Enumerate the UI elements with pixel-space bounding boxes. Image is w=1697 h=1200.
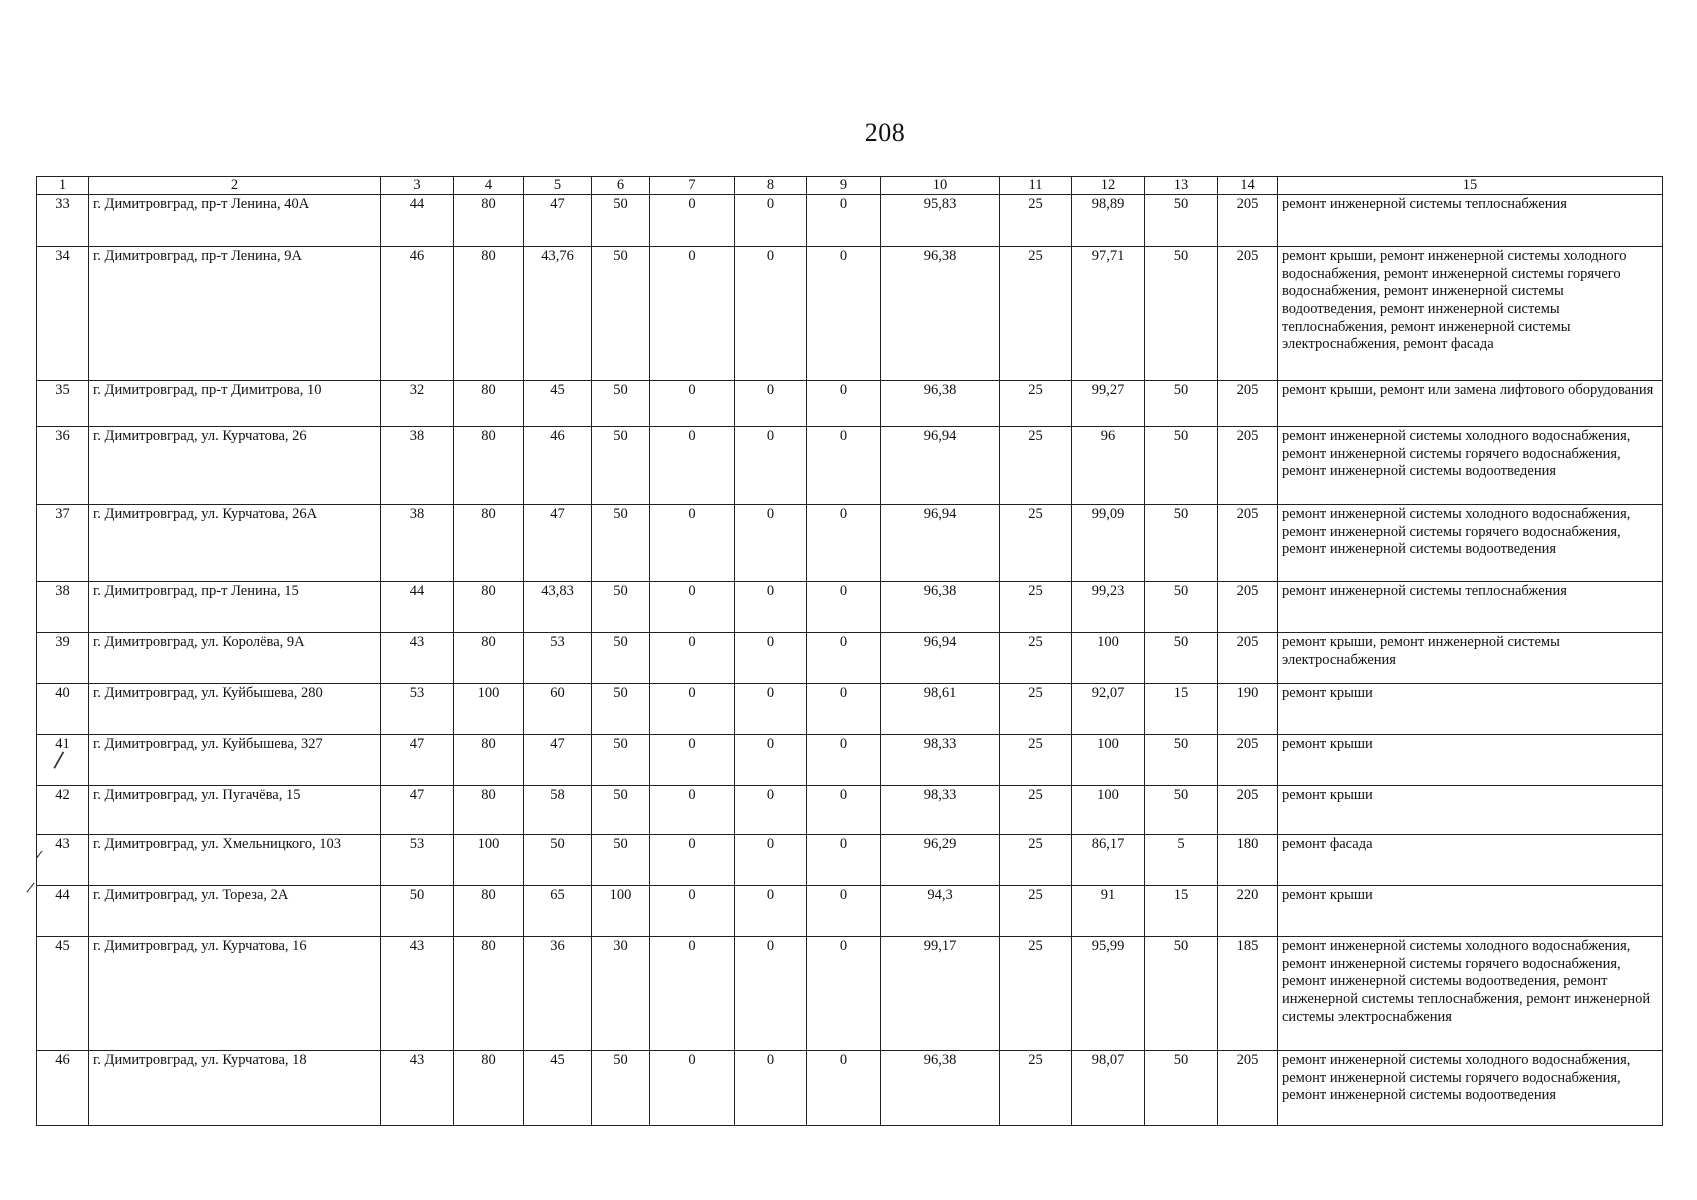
table-cell: 0 xyxy=(735,1051,807,1126)
table-cell: 95,83 xyxy=(881,195,1000,247)
repair-works-cell: ремонт крыши xyxy=(1278,786,1663,835)
table-cell: 100 xyxy=(454,684,524,735)
table-cell: 50 xyxy=(1145,1051,1218,1126)
table-cell: 205 xyxy=(1218,505,1278,582)
table-cell: 0 xyxy=(735,633,807,684)
address-cell: г. Димитровград, ул. Куйбышева, 280 xyxy=(89,684,381,735)
table-cell: 205 xyxy=(1218,786,1278,835)
table-cell: 25 xyxy=(1000,937,1072,1051)
table-cell: 80 xyxy=(454,1051,524,1126)
table-cell: 50 xyxy=(1145,195,1218,247)
column-header: 15 xyxy=(1278,177,1663,195)
column-header: 11 xyxy=(1000,177,1072,195)
row-number-cell: 42 xyxy=(37,786,89,835)
table-cell: 80 xyxy=(454,786,524,835)
table-cell: 50 xyxy=(592,835,650,886)
table-cell: 80 xyxy=(454,886,524,937)
table-cell: 0 xyxy=(650,835,735,886)
row-number-cell: 37 xyxy=(37,505,89,582)
table-cell: 0 xyxy=(650,886,735,937)
address-cell: г. Димитровград, пр-т Ленина, 40А xyxy=(89,195,381,247)
table-cell: 97,71 xyxy=(1072,247,1145,381)
row-number-cell: 43 xyxy=(37,835,89,886)
table-cell: 0 xyxy=(650,381,735,427)
table-cell: 0 xyxy=(650,505,735,582)
table-cell: 92,07 xyxy=(1072,684,1145,735)
table-cell: 98,33 xyxy=(881,735,1000,786)
table-cell: 205 xyxy=(1218,427,1278,505)
table-cell: 47 xyxy=(524,735,592,786)
table-row xyxy=(37,195,1663,247)
pen-mark: / xyxy=(25,879,36,897)
table-cell: 96,94 xyxy=(881,633,1000,684)
row-number-cell: 44 xyxy=(37,886,89,937)
table-header xyxy=(37,177,1663,195)
column-header: 1 xyxy=(37,177,89,195)
table-cell: 0 xyxy=(650,786,735,835)
table-cell: 0 xyxy=(735,835,807,886)
table-cell: 96,29 xyxy=(881,835,1000,886)
table-cell: 32 xyxy=(381,381,454,427)
row-number-cell: 41 xyxy=(37,735,89,786)
table-cell: 0 xyxy=(735,937,807,1051)
table-cell: 0 xyxy=(650,1051,735,1126)
table-cell: 0 xyxy=(807,937,881,1051)
table-cell: 25 xyxy=(1000,835,1072,886)
table-cell: 38 xyxy=(381,427,454,505)
repair-works-cell: ремонт инженерной системы теплоснабжения xyxy=(1278,582,1663,633)
table-cell: 100 xyxy=(592,886,650,937)
table-cell: 50 xyxy=(592,505,650,582)
table-cell: 50 xyxy=(592,582,650,633)
table-cell: 25 xyxy=(1000,786,1072,835)
pen-mark: ✓ xyxy=(34,848,45,863)
address-cell: г. Димитровград, ул. Курчатова, 16 xyxy=(89,937,381,1051)
table-cell: 0 xyxy=(650,735,735,786)
table-cell: 98,61 xyxy=(881,684,1000,735)
table-cell: 43,76 xyxy=(524,247,592,381)
table-cell: 96,94 xyxy=(881,427,1000,505)
table-cell: 94,3 xyxy=(881,886,1000,937)
table-cell: 100 xyxy=(454,835,524,886)
table-cell: 0 xyxy=(807,195,881,247)
repair-works-cell: ремонт инженерной системы холодного водоснабжения, ремонт инженерной системы горячего водоснабжения, ремонт инженерной системы водоотведения, ремонт инженерной системы теплоснабжения, ремонт инженерной системы электроснабжения xyxy=(1278,937,1663,1051)
address-cell: г. Димитровград, ул. Курчатова, 26 xyxy=(89,427,381,505)
table-cell: 100 xyxy=(1072,786,1145,835)
table-cell: 0 xyxy=(807,1051,881,1126)
table-cell: 0 xyxy=(807,684,881,735)
table-cell: 25 xyxy=(1000,505,1072,582)
repair-works-cell: ремонт инженерной системы теплоснабжения xyxy=(1278,195,1663,247)
row-number-cell: 46 xyxy=(37,1051,89,1126)
table-cell: 50 xyxy=(381,886,454,937)
table-row xyxy=(37,835,1663,886)
address-cell: г. Димитровград, ул. Пугачёва, 15 xyxy=(89,786,381,835)
address-cell: г. Димитровград, ул. Курчатова, 18 xyxy=(89,1051,381,1126)
table-cell: 190 xyxy=(1218,684,1278,735)
table-cell: 99,27 xyxy=(1072,381,1145,427)
table-row xyxy=(37,505,1663,582)
pen-mark: / xyxy=(52,747,65,774)
table-cell: 47 xyxy=(524,195,592,247)
table-cell: 47 xyxy=(381,786,454,835)
address-cell: г. Димитровград, пр-т Димитрова, 10 xyxy=(89,381,381,427)
table-cell: 43 xyxy=(381,1051,454,1126)
table-cell: 220 xyxy=(1218,886,1278,937)
table-row xyxy=(37,1051,1663,1126)
table-cell: 25 xyxy=(1000,735,1072,786)
table-cell: 0 xyxy=(650,427,735,505)
column-header: 4 xyxy=(454,177,524,195)
table-cell: 98,89 xyxy=(1072,195,1145,247)
table-cell: 50 xyxy=(1145,937,1218,1051)
table-cell: 80 xyxy=(454,937,524,1051)
table-cell: 50 xyxy=(592,427,650,505)
table-cell: 80 xyxy=(454,633,524,684)
page-number: 208 xyxy=(864,118,906,147)
repair-works-cell: ремонт фасада xyxy=(1278,835,1663,886)
table-cell: 205 xyxy=(1218,633,1278,684)
repair-works-cell: ремонт инженерной системы холодного водоснабжения, ремонт инженерной системы горячего водоснабжения, ремонт инженерной системы водоотведения xyxy=(1278,1051,1663,1126)
table-cell: 50 xyxy=(1145,427,1218,505)
table-cell: 25 xyxy=(1000,247,1072,381)
table-cell: 0 xyxy=(735,786,807,835)
table-cell: 45 xyxy=(524,381,592,427)
column-header: 12 xyxy=(1072,177,1145,195)
table-cell: 58 xyxy=(524,786,592,835)
row-number-cell: 45 xyxy=(37,937,89,1051)
table-cell: 50 xyxy=(1145,381,1218,427)
table-cell: 99,23 xyxy=(1072,582,1145,633)
table-cell: 50 xyxy=(592,786,650,835)
table-row xyxy=(37,684,1663,735)
table-cell: 0 xyxy=(807,427,881,505)
address-cell: г. Димитровград, ул. Куйбышева, 327 xyxy=(89,735,381,786)
column-header: 14 xyxy=(1218,177,1278,195)
address-cell: г. Димитровград, пр-т Ленина, 9А xyxy=(89,247,381,381)
table-row xyxy=(37,735,1663,786)
column-header: 10 xyxy=(881,177,1000,195)
table-cell: 80 xyxy=(454,505,524,582)
table-cell: 96 xyxy=(1072,427,1145,505)
repair-works-cell: ремонт крыши, ремонт или замена лифтового оборудования xyxy=(1278,381,1663,427)
table-cell: 43,83 xyxy=(524,582,592,633)
address-cell: г. Димитровград, ул. Курчатова, 26А xyxy=(89,505,381,582)
table-cell: 50 xyxy=(1145,633,1218,684)
table-cell: 38 xyxy=(381,505,454,582)
row-number-cell: 33 xyxy=(37,195,89,247)
row-number-cell: 36 xyxy=(37,427,89,505)
table-cell: 25 xyxy=(1000,195,1072,247)
table-cell: 25 xyxy=(1000,684,1072,735)
table-cell: 96,38 xyxy=(881,247,1000,381)
table-cell: 99,17 xyxy=(881,937,1000,1051)
repair-works-cell: ремонт крыши xyxy=(1278,886,1663,937)
table-cell: 50 xyxy=(592,684,650,735)
table-cell: 80 xyxy=(454,582,524,633)
table-cell: 99,09 xyxy=(1072,505,1145,582)
table-cell: 0 xyxy=(650,247,735,381)
table-cell: 50 xyxy=(1145,247,1218,381)
table-cell: 205 xyxy=(1218,381,1278,427)
table-cell: 53 xyxy=(381,684,454,735)
table-cell: 205 xyxy=(1218,735,1278,786)
table-cell: 0 xyxy=(807,582,881,633)
table-cell: 0 xyxy=(735,381,807,427)
table-cell: 15 xyxy=(1145,684,1218,735)
table-cell: 0 xyxy=(735,195,807,247)
table-cell: 96,38 xyxy=(881,1051,1000,1126)
row-number-cell: 34 xyxy=(37,247,89,381)
table-cell: 96,38 xyxy=(881,582,1000,633)
repair-works-cell: ремонт крыши xyxy=(1278,684,1663,735)
table-cell: 86,17 xyxy=(1072,835,1145,886)
table-cell: 0 xyxy=(735,247,807,381)
table-cell: 46 xyxy=(381,247,454,381)
table-row xyxy=(37,582,1663,633)
repair-works-cell: ремонт крыши xyxy=(1278,735,1663,786)
table-cell: 50 xyxy=(592,195,650,247)
table-cell: 47 xyxy=(381,735,454,786)
table-cell: 0 xyxy=(735,505,807,582)
table-cell: 80 xyxy=(454,195,524,247)
table-cell: 0 xyxy=(650,937,735,1051)
table-cell: 0 xyxy=(807,381,881,427)
table-cell: 46 xyxy=(524,427,592,505)
table-row xyxy=(37,381,1663,427)
table-cell: 98,07 xyxy=(1072,1051,1145,1126)
table-cell: 30 xyxy=(592,937,650,1051)
table-cell: 5 xyxy=(1145,835,1218,886)
address-cell: г. Димитровград, ул. Королёва, 9А xyxy=(89,633,381,684)
table-row xyxy=(37,937,1663,1051)
column-header: 5 xyxy=(524,177,592,195)
column-header: 2 xyxy=(89,177,381,195)
table-cell: 0 xyxy=(807,633,881,684)
table-cell: 0 xyxy=(650,684,735,735)
table-cell: 0 xyxy=(807,786,881,835)
table-cell: 44 xyxy=(381,195,454,247)
table-cell: 205 xyxy=(1218,247,1278,381)
table-cell: 0 xyxy=(807,735,881,786)
data-table xyxy=(36,176,1663,1126)
column-header: 13 xyxy=(1145,177,1218,195)
repair-works-cell: ремонт инженерной системы холодного водоснабжения, ремонт инженерной системы горячего водоснабжения, ремонт инженерной системы водоотведения xyxy=(1278,427,1663,505)
table-cell: 65 xyxy=(524,886,592,937)
table-cell: 0 xyxy=(735,582,807,633)
table-cell: 60 xyxy=(524,684,592,735)
column-header: 6 xyxy=(592,177,650,195)
table-cell: 0 xyxy=(650,582,735,633)
header-row xyxy=(37,177,1663,195)
table-cell: 50 xyxy=(524,835,592,886)
table-cell: 80 xyxy=(454,381,524,427)
table-cell: 100 xyxy=(1072,735,1145,786)
table-row xyxy=(37,886,1663,937)
table-cell: 50 xyxy=(592,1051,650,1126)
table-cell: 0 xyxy=(807,505,881,582)
table-cell: 53 xyxy=(381,835,454,886)
table-cell: 0 xyxy=(807,886,881,937)
table-row xyxy=(37,786,1663,835)
table-cell: 0 xyxy=(735,427,807,505)
table-cell: 0 xyxy=(735,886,807,937)
table-cell: 205 xyxy=(1218,582,1278,633)
address-cell: г. Димитровград, ул. Хмельницкого, 103 xyxy=(89,835,381,886)
table-cell: 205 xyxy=(1218,195,1278,247)
table-cell: 180 xyxy=(1218,835,1278,886)
table-cell: 50 xyxy=(1145,735,1218,786)
table-cell: 25 xyxy=(1000,886,1072,937)
table-cell: 0 xyxy=(735,735,807,786)
table-body xyxy=(37,195,1663,1126)
table-cell: 43 xyxy=(381,937,454,1051)
column-header: 3 xyxy=(381,177,454,195)
row-number-cell: 39 xyxy=(37,633,89,684)
address-cell: г. Димитровград, пр-т Ленина, 15 xyxy=(89,582,381,633)
table-cell: 25 xyxy=(1000,633,1072,684)
table-cell: 25 xyxy=(1000,381,1072,427)
table-cell: 95,99 xyxy=(1072,937,1145,1051)
table-cell: 185 xyxy=(1218,937,1278,1051)
table-cell: 45 xyxy=(524,1051,592,1126)
table-cell: 50 xyxy=(592,633,650,684)
repair-works-cell: ремонт крыши, ремонт инженерной системы электроснабжения xyxy=(1278,633,1663,684)
table-cell: 0 xyxy=(807,247,881,381)
table-cell: 50 xyxy=(1145,582,1218,633)
table-cell: 25 xyxy=(1000,427,1072,505)
table-cell: 0 xyxy=(735,684,807,735)
table-cell: 0 xyxy=(650,195,735,247)
table-cell: 205 xyxy=(1218,1051,1278,1126)
table-cell: 0 xyxy=(807,835,881,886)
table-cell: 50 xyxy=(1145,786,1218,835)
table-cell: 53 xyxy=(524,633,592,684)
table-cell: 25 xyxy=(1000,582,1072,633)
table-cell: 80 xyxy=(454,427,524,505)
table-cell: 47 xyxy=(524,505,592,582)
table-row xyxy=(37,633,1663,684)
table-row xyxy=(37,427,1663,505)
column-header: 8 xyxy=(735,177,807,195)
table-cell: 96,94 xyxy=(881,505,1000,582)
row-number-cell: 38 xyxy=(37,582,89,633)
row-number-cell: 40 xyxy=(37,684,89,735)
table-cell: 44 xyxy=(381,582,454,633)
column-header: 7 xyxy=(650,177,735,195)
table-cell: 91 xyxy=(1072,886,1145,937)
table-cell: 25 xyxy=(1000,1051,1072,1126)
column-header: 9 xyxy=(807,177,881,195)
table-cell: 50 xyxy=(592,381,650,427)
table-cell: 43 xyxy=(381,633,454,684)
table-cell: 100 xyxy=(1072,633,1145,684)
table-cell: 50 xyxy=(592,735,650,786)
row-number-cell: 35 xyxy=(37,381,89,427)
table-cell: 80 xyxy=(454,735,524,786)
repair-works-cell: ремонт крыши, ремонт инженерной системы холодного водоснабжения, ремонт инженерной системы горячего водоснабжения, ремонт инженерной системы водоотведения, ремонт инженерной системы теплоснабжения, ремонт инженерной системы электроснабжения, ремонт фасада xyxy=(1278,247,1663,381)
table-cell: 96,38 xyxy=(881,381,1000,427)
table-cell: 0 xyxy=(650,633,735,684)
address-cell: г. Димитровград, ул. Тореза, 2А xyxy=(89,886,381,937)
repair-works-cell: ремонт инженерной системы холодного водоснабжения, ремонт инженерной системы горячего водоснабжения, ремонт инженерной системы водоотведения xyxy=(1278,505,1663,582)
table-row xyxy=(37,247,1663,381)
table-cell: 36 xyxy=(524,937,592,1051)
table-cell: 50 xyxy=(592,247,650,381)
table-cell: 50 xyxy=(1145,505,1218,582)
table-cell: 80 xyxy=(454,247,524,381)
table-cell: 15 xyxy=(1145,886,1218,937)
table-cell: 98,33 xyxy=(881,786,1000,835)
